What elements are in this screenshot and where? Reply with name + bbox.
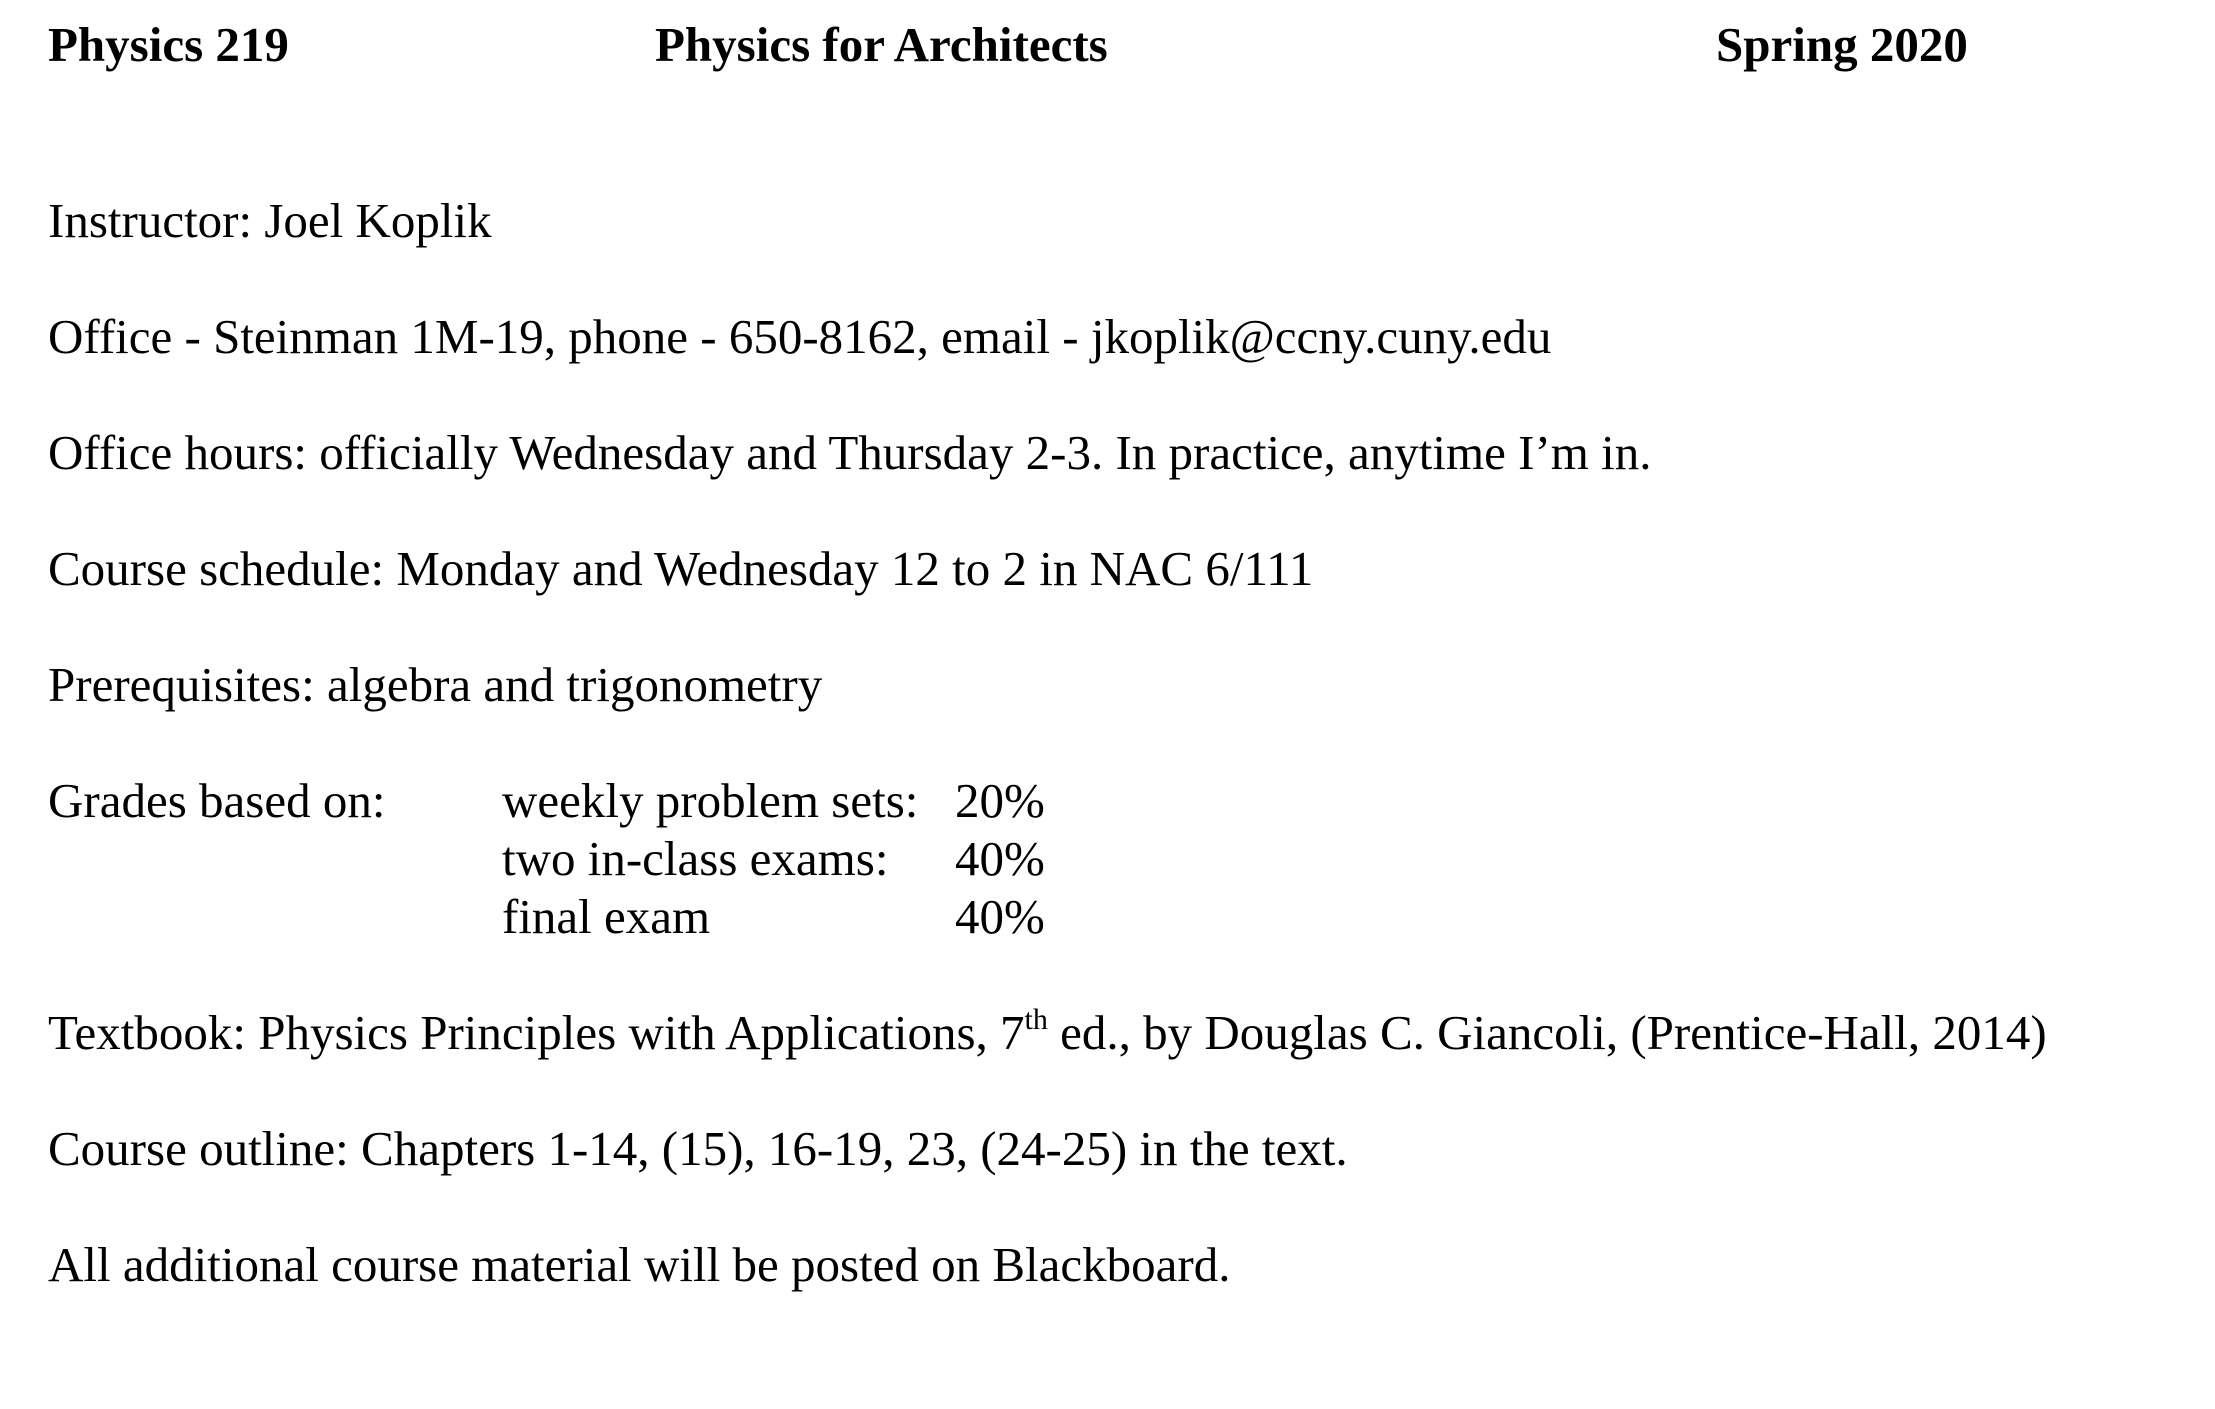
grades-label: Grades based on:: [48, 773, 386, 828]
grade-item-percent: 20%: [955, 773, 1045, 828]
instructor-line: Instructor: Joel Koplik: [48, 193, 492, 248]
grade-item-percent: 40%: [955, 889, 1045, 944]
schedule-line: Course schedule: Monday and Wednesday 12 to 2 in NAC 6/111: [48, 541, 1314, 596]
course-number: Physics 219: [48, 17, 289, 72]
textbook-line: [48, 1003, 2047, 1060]
textbook-edition-superscript: th: [1024, 1003, 1048, 1036]
grade-item-name: weekly problem sets:: [502, 773, 919, 828]
additional-material-line: All additional course material will be posted on Blackboard.: [48, 1237, 1231, 1292]
course-title: Physics for Architects: [655, 17, 1108, 72]
outline-line: Course outline: Chapters 1-14, (15), 16-19, 23, (24-25) in the text.: [48, 1121, 1348, 1176]
textbook-prefix: Textbook: Physics Principles with Applications, 7: [48, 1005, 1025, 1060]
grade-item-name: final exam: [502, 889, 711, 944]
office-hours-line: Office hours: officially Wednesday and Thursday 2-3. In practice, anytime I’m in.: [48, 425, 1652, 480]
textbook-suffix: ed., by Douglas C. Giancoli, (Prentice-Hall, 2014): [1047, 1005, 2047, 1060]
grade-item-percent: 40%: [955, 831, 1045, 886]
prerequisites-line: Prerequisites: algebra and trigonometry: [48, 657, 823, 712]
term: Spring 2020: [1716, 17, 1968, 72]
grade-item-name: two in-class exams:: [502, 831, 889, 886]
office-line: Office - Steinman 1M-19, phone - 650-8162, email - jkoplik@ccny.cuny.edu: [48, 309, 1552, 364]
